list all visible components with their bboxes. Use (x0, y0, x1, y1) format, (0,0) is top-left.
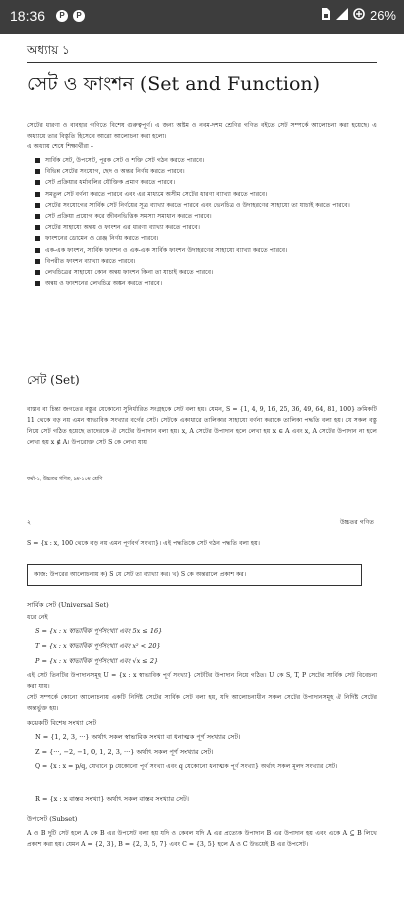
list-item: সেটের সংযোগের সার্বিক সেট নির্ণয়ের সূত্র ব্যাখ্যা করতে পারবে এবং ভেনচিত্র ও উদাহরণের সাহায্যে তা যাচাই করতে পারবে। (45, 200, 380, 211)
bullet-icon (35, 180, 40, 185)
bullet-icon (35, 158, 40, 163)
universal-set-heading: সার্বিক সেট (Universal Set) (27, 601, 109, 609)
outcome-heading: এ অধ্যায় শেষে শিক্ষার্থীরা - (27, 143, 94, 150)
chapter-title: সেট ও ফাংশন (Set and Function) (27, 73, 321, 95)
set-builder-line: S = {x : x, 100 থেকে বড় নয় এমন পূর্ণবর্গ সংখ্যা}। এই পদ্ধতিকে সেট গঠন পদ্ধতি বলা হয়। (27, 540, 260, 547)
page-1 (0, 34, 404, 504)
chapter-label: অধ্যায় ১ (27, 43, 70, 57)
bullet-icon (35, 281, 40, 286)
set-paragraph: বাস্তব বা চিন্তা জগতের বস্তুর যেকোনো সুনির্ধারিত সংগ্রহকে সেট বলা হয়। যেমন, S = {1, 4, 9, 16, 25, 36, 49, 64, 81, 100} ক্রমিকটি 11 থেকে বড় নয় এমন স্বাভাবিক সংখ্যার বর্গের সেট। সেটকে একাধারে তালিকার সাহায্যে বর্ণনা করাকে তালিকা পদ্ধতি বলা হয়। যে সকল বস্তু নিয়ে সেট গঠিত হয়েছে তাদেরকে ঐ সেটের উপাদান বলা হয়। x, A সেটের উপাদান হলে লেখা হয় x ∈ A এবং x, A সেটের উপাদান না হলে লেখা হয় x ∉ A। উপরোক্ত সেট S কে লেখা যায় (27, 406, 377, 446)
page-number: ২ (27, 519, 32, 526)
set-r-definition: R = {x : x বাস্তব সংখ্যা} অর্থাৎ সকল বাস্তব সংখ্যার সেট। (35, 795, 189, 803)
page-footer: ফর্মা-১, উচ্চতর গণিত, ৯ম-১০ম শ্রেণি (27, 476, 103, 482)
running-head: উচ্চতর গণিত (339, 519, 374, 526)
bullet-icon (35, 248, 40, 253)
list-item: সেটের সাহায্যে অন্বয় ও ফাংশন এর ধারণা ব্যাখ্যা করতে পারবে। (45, 222, 380, 233)
list-item: এক-এক ফাংশন, সার্বিক ফাংশন ও এক-এক সার্বিক ফাংশন উদাহরণের সাহায্যে ব্যাখ্যা করতে পারবে। (45, 245, 380, 256)
list-item: সমতুল সেট বর্ণনা করতে পারবে এবং এর মাধ্যমে অসীম সেটের ধারণা ব্যাখ্যা করতে পারবে। (45, 189, 380, 200)
bullet-icon (35, 259, 40, 264)
section-heading-set: সেট (Set) (27, 373, 80, 387)
status-bar (0, 0, 404, 34)
learning-outcomes-list (45, 155, 380, 289)
data-saver-icon (353, 8, 365, 23)
set-q-definition: Q = {x : x = p/q, যেখানে p যেকোনো পূর্ণ সংখ্যা এবং q যেকোনো ধনাত্মক পূর্ণ সংখ্যা} অর্থাৎ সকল মূলদ সংখ্যার সেট। (35, 763, 338, 770)
suppose-text: ধরে নেই (27, 614, 48, 621)
list-item: লেখচিত্রের সাহায্যে কোন অন্বয় ফাংশন কিনা তা যাচাই করতে পারবে। (45, 267, 380, 278)
document-viewer[interactable] (0, 34, 404, 900)
bullet-icon (35, 192, 40, 197)
list-item: সেট প্রক্রিয়া প্রয়োগ করে জীবনভিত্তিক সমস্যা সমাধান করতে পারবে। (45, 211, 380, 222)
activity-box: কাজ: উপরের আলোচনায় ক) S যে সেট তা ব্যাখ্যা কর। খ) S কে অন্তরালে প্রকাশ কর। (27, 564, 362, 586)
set-t-definition: T = {x : x স্বাভাবিক পূর্ণসংখ্যা এবং x² < 20} (35, 642, 161, 650)
list-item: সেট প্রক্রিয়ার ধর্মাবলির যৌক্তিক প্রমাণ করতে পারবে। (45, 177, 380, 188)
set-n-definition: N = {1, 2, 3, ···} অর্থাৎ সকল স্বাভাবিক সংখ্যা বা ধনাত্মক পূর্ণ সংখ্যার সেট। (35, 733, 241, 741)
special-sets-heading: কয়েকটি বিশেষ সংখ্যা সেট (27, 719, 97, 727)
bullet-icon (35, 203, 40, 208)
universal-paragraph-1: এই সেট তিনটির উপাদানসমূহ U = {x : x স্বাভাবিক পূর্ণ সংখ্যা} সেটটির উপাদান নিয়ে গঠিত। U কে S, T, P সেটের সার্বিক সেট বিবেচনা করা যায়। (27, 672, 377, 690)
bullet-icon (35, 214, 40, 219)
list-item: ফাংশনের ডোমেন ও রেঞ্জ নির্ণয় করতে পারবে। (45, 233, 380, 244)
set-z-definition: Z = {···, −2, −1, 0, 1, 2, 3, ···} অর্থাৎ সকল পূর্ণ সংখ্যার সেট। (35, 748, 214, 756)
notification-p-icon: P (73, 10, 85, 22)
chapter-rule (27, 62, 377, 63)
intro-paragraph: সেটের ধারণা ও ব্যবহার গণিতে বিশেষ গুরুত্বপূর্ণ। এ জন্য অষ্টম ও নবম-দশম শ্রেণির গণিত বইতে সেট সম্পর্কে আলোচনা করা হয়েছে। এ অধ্যায়ে তার বিস্তৃতি হিসেবে আরো আলোচনা করা হলো। (27, 122, 377, 140)
list-item: বিপরীত ফাংশন ব্যাখ্যা করতে পারবে। (45, 256, 380, 267)
bullet-icon (35, 225, 40, 230)
list-item: অন্বয় ও ফাংশনের লেখচিত্র অঙ্কন করতে পারবে। (45, 278, 380, 289)
clock-time: 18:36 (10, 8, 46, 24)
universal-paragraph-2: সেট সম্পর্কে কোনো আলোচনায় একটি নির্দিষ্ট সেটের সার্বিক সেট বলা হয়, যদি আলোচনাধীন সকল সেটের উপাদানসমূহ ঐ নির্দিষ্ট সেটের অন্তর্ভুক্ত হয়। (27, 694, 377, 712)
subset-paragraph: A ও B দুটি সেট হলে A কে B এর উপসেট বলা হয় যদি ও কেবল যদি A এর প্রত্যেক উপাদান B এর উপাদান হয় এবং একে A ⊆ B লিখে প্রকাশ করা হয়। যেমন A = {2, 3}, B = {2, 3, 5, 7} এবং C = {3, 5} হলে A ও C উভয়েই B এর উপসেট। (27, 830, 377, 848)
signal-icon (336, 8, 348, 23)
subset-heading: উপসেট (Subset) (27, 815, 78, 823)
bullet-icon (35, 270, 40, 275)
set-p-definition: P = {x : x স্বাভাবিক পূর্ণসংখ্যা এবং √x ≤ 2} (35, 657, 159, 665)
sim-icon (320, 8, 331, 23)
list-item: সার্বিক সেট, উপসেট, পূরক সেট ও শক্তি সেট গঠন করতে পারবে। (45, 155, 380, 166)
bullet-icon (35, 236, 40, 241)
list-item: বিভিন্ন সেটের সংযোগ, ছেদ ও অন্তর নির্ণয় করতে পারবে। (45, 166, 380, 177)
bullet-icon (35, 169, 40, 174)
battery-level: 26% (369, 8, 396, 23)
set-s-definition: S = {x : x স্বাভাবিক পূর্ণসংখ্যা এবং 5x ≤ 16} (35, 627, 163, 635)
notification-p-icon: P (56, 10, 68, 22)
